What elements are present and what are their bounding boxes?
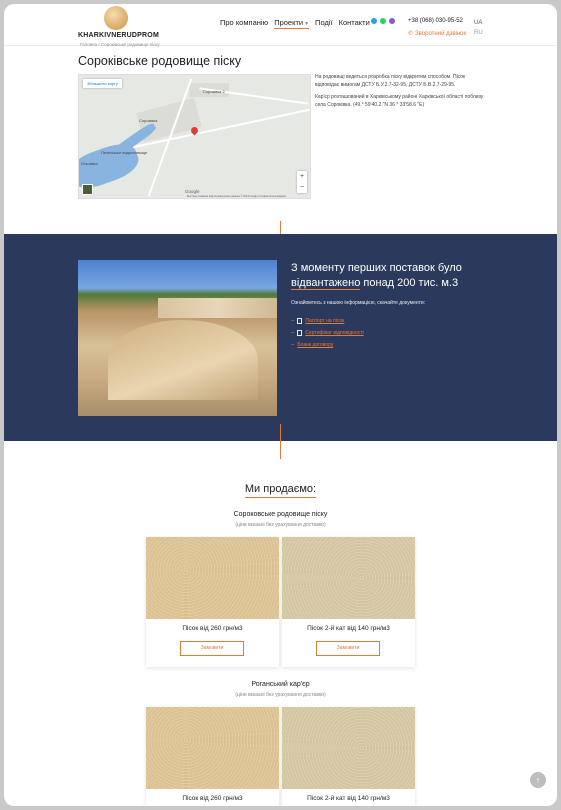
quarry-pit xyxy=(108,320,258,400)
map-label: Сороківка 2 xyxy=(203,89,225,94)
nav-item-contacts[interactable]: Контакти xyxy=(338,18,370,27)
order-button[interactable]: Замовити xyxy=(316,641,380,656)
map-label: Ольхівка xyxy=(81,161,98,166)
document-item xyxy=(291,330,364,336)
dash-marker: – xyxy=(291,318,295,324)
breadcrumb-current: Сороківське родовище піску xyxy=(100,42,160,47)
map-satellite-toggle[interactable] xyxy=(82,184,93,195)
product-card xyxy=(146,707,279,806)
viber-icon[interactable] xyxy=(389,18,395,24)
chevron-down-icon: ▼ xyxy=(304,21,310,27)
product-image xyxy=(146,707,279,789)
quarry-photo xyxy=(78,260,277,416)
document-icon xyxy=(297,318,302,324)
order-button[interactable]: Замовити xyxy=(180,641,244,656)
logo[interactable] xyxy=(78,4,168,44)
scroll-to-top-button[interactable] xyxy=(530,772,546,788)
product-card xyxy=(282,707,415,806)
dash-marker: – xyxy=(291,330,295,336)
products-title-text: Ми продаємо: xyxy=(245,483,316,498)
document-item xyxy=(291,318,364,324)
product-group-note: (ціни вказані без урахування доставки) xyxy=(235,692,326,698)
stats-subtitle: Ознайомтесь з нашою інформацією, скачайте документи: xyxy=(291,300,426,306)
page-title: Сороківське родовище піску xyxy=(78,54,242,68)
google-logo: Google xyxy=(185,189,200,194)
nav-item-projects[interactable] xyxy=(274,18,309,29)
main-nav xyxy=(220,18,370,29)
site-header xyxy=(4,4,557,46)
nav-item-about[interactable]: Про компанію xyxy=(220,18,269,27)
page xyxy=(4,4,557,806)
map-label: Печенізьке водосховище xyxy=(101,150,148,155)
products-title xyxy=(4,483,557,495)
product-title: Пісок 2-й кат від 140 грн/м3 xyxy=(307,625,390,632)
deposit-description xyxy=(315,74,485,114)
whatsapp-icon[interactable] xyxy=(380,18,386,24)
decorative-line xyxy=(280,424,281,459)
stats-title-rest: понад 200 тис. м.3 xyxy=(360,276,459,289)
logo-text: KHARKIVNERUDPROM xyxy=(78,32,159,39)
callback-link[interactable] xyxy=(408,30,466,37)
description-paragraph: На родовищі ведеться розробка піску відкритим способом. Пісок відповідає вимогам ДСТУ Б.У.2.7-32-95, ДСТУ Б.В.2.7-29-95. xyxy=(315,74,466,88)
telegram-icon[interactable] xyxy=(371,18,377,24)
map-enlarge-button[interactable]: Збільшити карту xyxy=(83,79,122,88)
product-image xyxy=(282,707,415,789)
language-switcher xyxy=(474,18,483,38)
zoom-out-button[interactable]: − xyxy=(299,184,305,191)
product-image xyxy=(146,537,279,619)
product-title: Пісок від 260 грн/м3 xyxy=(182,625,243,632)
product-group-title: Роганський кар'єр xyxy=(251,681,310,688)
product-group-title: Сороковське родовище піску xyxy=(233,511,328,518)
callback-label: Зворотний дзвінок xyxy=(415,31,467,37)
stats-title-line: З моменту перших поставок було xyxy=(291,262,462,274)
map-zoom-control xyxy=(297,171,307,193)
stats-title xyxy=(291,261,506,290)
arrow-up-icon: ↑ xyxy=(535,775,541,785)
stats-title-highlight: відвантажено xyxy=(291,276,361,289)
zoom-in-button[interactable]: + xyxy=(299,173,305,180)
nav-item-projects-label: Проекти xyxy=(274,18,304,27)
description-paragraph: Кар'єр розташований в Харківському районі Харківської області поблизу села Сороківка. (49.° 59'40.2 "N 36 ° 33'58.6 "E) xyxy=(315,94,484,108)
google-map[interactable] xyxy=(78,74,311,199)
product-title: Пісок від 260 грн/м3 xyxy=(182,795,243,802)
nav-item-events[interactable]: Події xyxy=(315,18,333,27)
product-group-note: (ціни вказані без урахування доставки) xyxy=(235,522,326,528)
product-card xyxy=(146,537,279,667)
lang-ua[interactable]: UA xyxy=(474,20,483,26)
documents-list xyxy=(291,318,364,354)
breadcrumb xyxy=(80,42,160,47)
document-icon xyxy=(297,330,302,336)
phone-number[interactable]: +38 (068) 030-95-52 xyxy=(408,18,463,24)
product-card xyxy=(282,537,415,667)
lang-ru[interactable]: RU xyxy=(474,30,483,36)
quarry-wall xyxy=(158,298,277,318)
logo-sand-icon xyxy=(104,6,128,30)
phone-icon: ✆ xyxy=(408,31,414,37)
social-links xyxy=(371,18,395,24)
product-title: Пісок 2-й кат від 140 грн/м3 xyxy=(307,795,390,802)
map-label: Сороківка xyxy=(139,118,158,123)
breadcrumb-separator: / xyxy=(98,42,100,47)
breadcrumb-home[interactable]: Головна xyxy=(80,42,98,47)
map-credits: Быстрые клавиши Картографические данные © 2023 Google Условия использования xyxy=(187,195,287,198)
dash-marker: – xyxy=(291,342,295,348)
product-image xyxy=(282,537,415,619)
document-link-passport[interactable]: Паспорт на пісок xyxy=(305,318,345,324)
document-link-contract[interactable]: Бланк договору xyxy=(297,342,334,348)
document-link-certificate[interactable]: Сертифікат відповідності xyxy=(305,330,364,336)
document-item xyxy=(291,342,364,348)
